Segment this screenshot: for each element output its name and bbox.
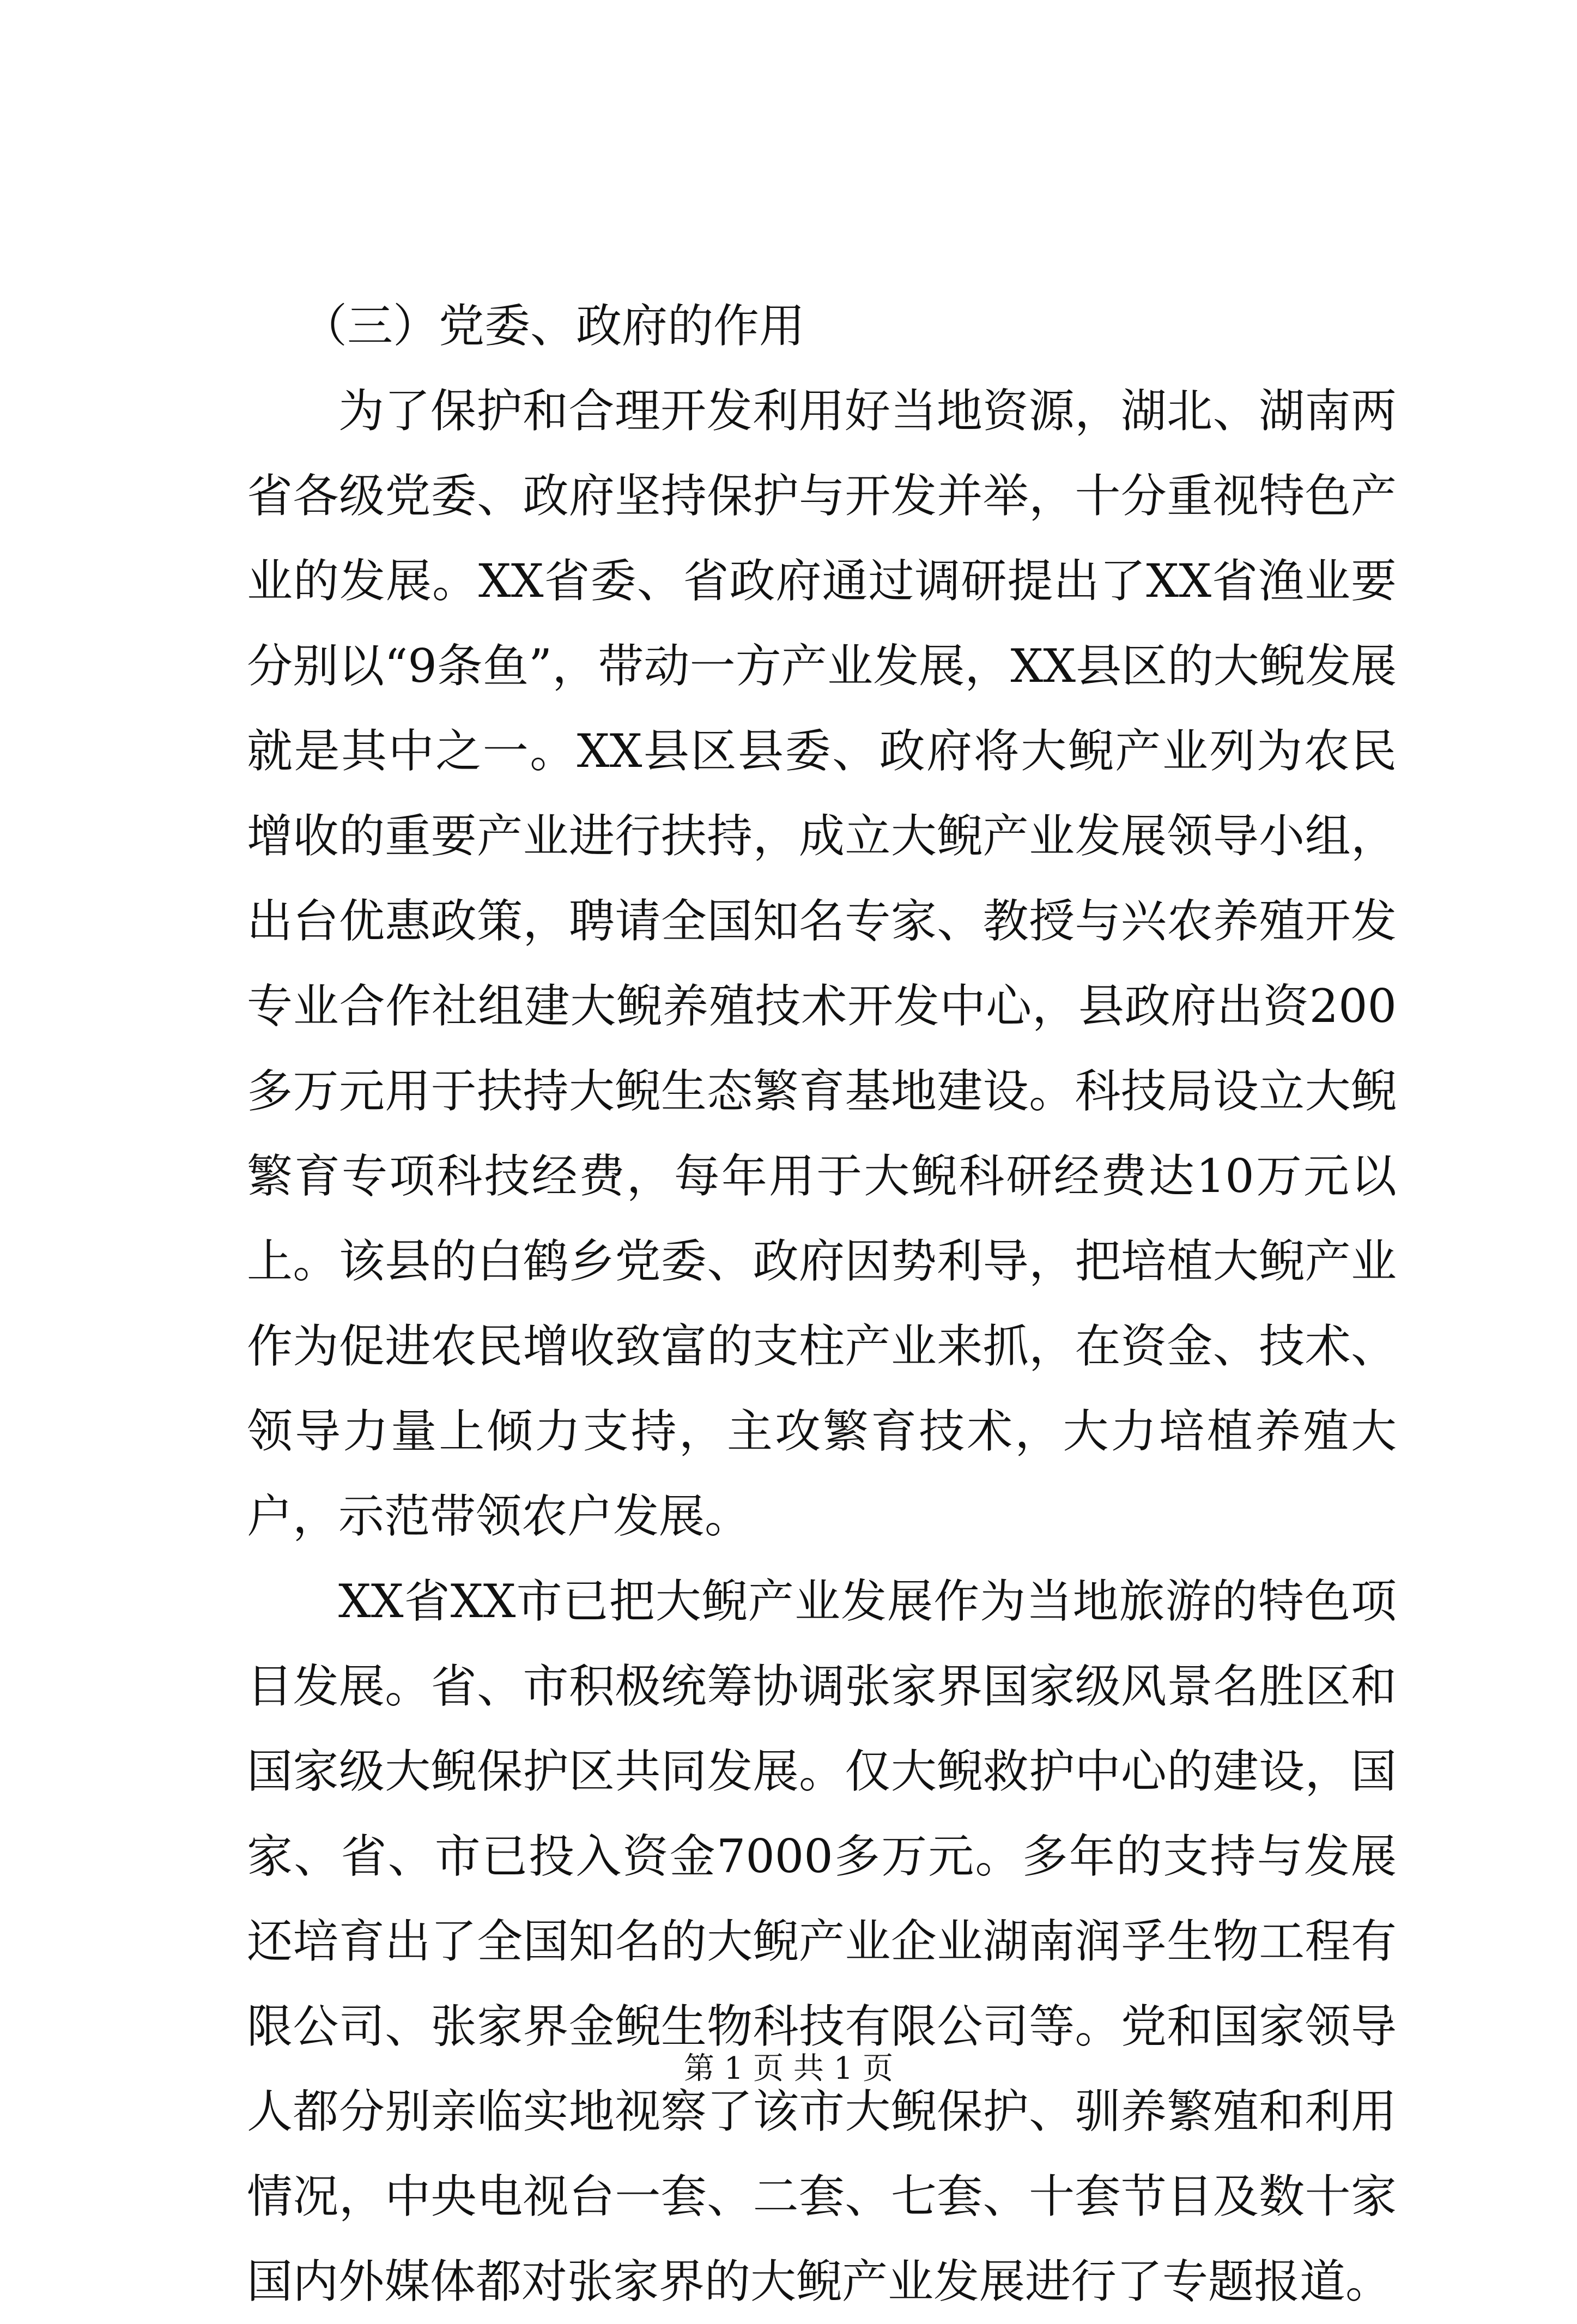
document-body	[247, 283, 1397, 2324]
section-heading: （三）党委、政府的作用	[301, 299, 805, 353]
page-number-footer: 第 1 页 共 1 页	[683, 2051, 894, 2086]
paragraph-party-government-support: 为了保护和合理开发利用好当地资源，湖北、湖南两省各级党委、政府坚持保护与开发并举，十分重视特色产业的发展。XX省委、省政府通过调研提出了XX省渔业要分别以“9条鱼”，带动一方产业发展，XX县区的大鲵发展就是其中之一。XX县区县委、政府将大鲵产业列为农民增收的重要产业进行扶持，成立大鲵产业发展领导小组，出台优惠政策，聘请全国知名专家、教授与兴农养殖开发专业合作社组建大鲵养殖技术开发中心，县政府出资200多万元用于扶持大鲵生态繁育基地建设。科技局设立大鲵繁育专项科技经费，每年用于大鲵科研经费达10万元以上。该县的白鹤乡党委、政府因势利导，把培植大鲵产业作为促进农民增收致富的支柱产业来抓，在资金、技术、领导力量上倾力支持，主攻繁育技术，大力培植养殖大户，示范带领农户发展。	[247, 384, 1397, 1543]
paragraph-zhangjiajie-development: XX省XX市已把大鲵产业发展作为当地旅游的特色项目发展。省、市积极统筹协调张家界国家级风景名胜区和国家级大鲵保护区共同发展。仅大鲵救护中心的建设，国家、省、市已投入资金7000多万元。多年的支持与发展还培育出了全国知名的大鲵产业企业湖南润孚生物工程有限公司、张家界金鲵生物科技有限公司等。党和国家领导人都分别亲临实地视察了该市大鲵保护、驯养繁殖和利用情况，中央电视台一套、二套、七套、十套节目及数十家国内外媒体都对张家界的大鲵产业发展进行了专题报道。	[247, 1575, 1397, 2308]
